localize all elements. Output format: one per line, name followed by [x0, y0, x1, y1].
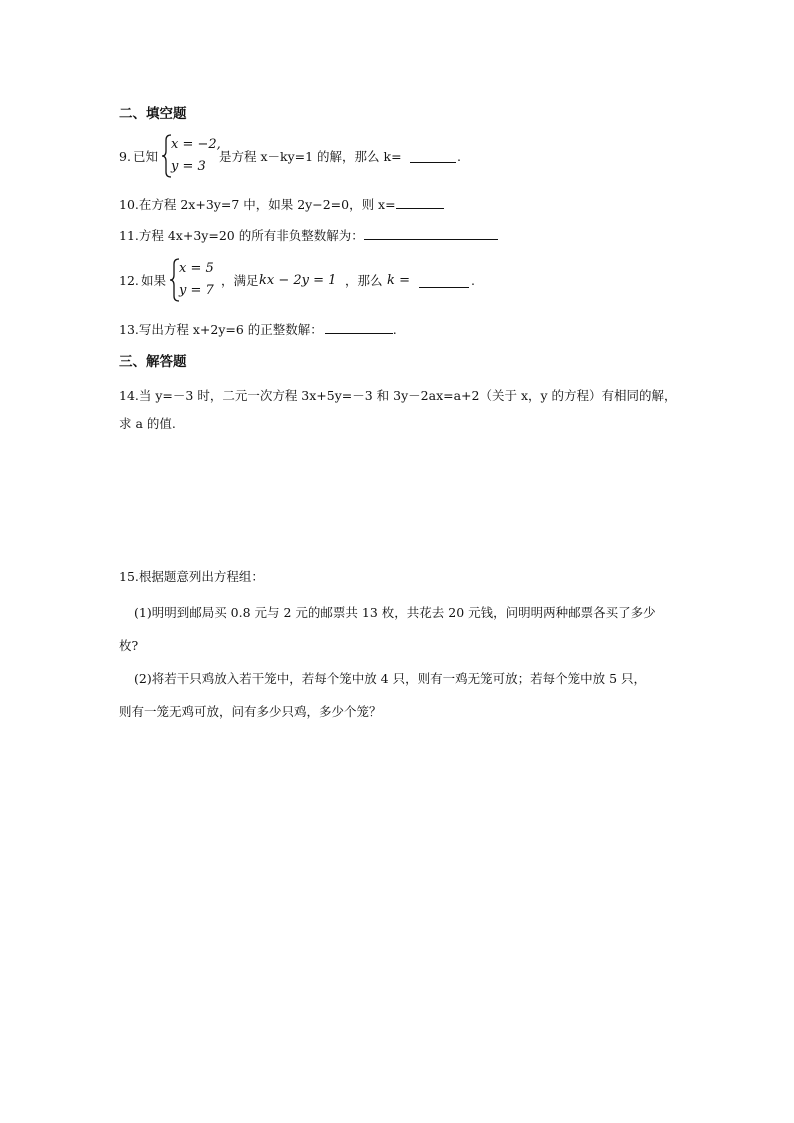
q12-equals: = — [395, 273, 415, 288]
q11-answer-blank[interactable] — [364, 227, 498, 240]
q10-answer-blank[interactable] — [396, 196, 444, 209]
section-heading-answer: 三、解答题 — [119, 354, 187, 370]
question-10 — [119, 196, 444, 214]
q9-answer-blank[interactable] — [410, 150, 456, 163]
q14-line-2: 求 a 的值. — [119, 416, 176, 431]
left-brace-icon — [161, 134, 173, 178]
q12-k: k — [387, 273, 395, 288]
q14-line-1: 14.当 y=－3 时，二元一次方程 3x+5y=－3 和 3y－2ax=a+2（关于 x，y 的方程）有相同的解， — [119, 388, 677, 403]
q15-p1-line-2: 枚? — [119, 638, 139, 653]
q9-prefix: 已知 — [133, 149, 159, 164]
q13-answer-blank[interactable] — [325, 321, 393, 334]
q12-system-line-2: y = 7 — [179, 283, 214, 298]
q12-text-b: ，那么 — [345, 273, 383, 288]
section-heading-fill-in: 二、填空题 — [119, 106, 187, 122]
question-15-part-1 — [134, 596, 656, 629]
question-13 — [119, 321, 397, 339]
q10-text: 10.在方程 2x+3y=7 中，如果 2y−2=0，则 x= — [119, 197, 396, 212]
q13-end: . — [392, 322, 397, 337]
question-14 — [119, 382, 677, 438]
q12-text-a: ，满足 — [221, 273, 259, 288]
q15-p2-line-2: 则有一笼无鸡可放，问有多少只鸡，多少个笼？ — [119, 704, 382, 719]
q11-text: 11.方程 4x+3y=20 的所有非负整数解为： — [119, 228, 364, 243]
q9-end: . — [457, 149, 461, 164]
left-brace-icon — [169, 258, 181, 302]
q15-p1-line-1: (1)明明到邮局买 0.8 元与 2 元的邮票共 13 枚，共花去 20 元钱，问明明两种邮票各买了多少 — [134, 605, 656, 620]
question-11 — [119, 227, 498, 245]
q12-number: 12. — [119, 273, 139, 288]
q12-system-line-1: x = 5 — [179, 261, 214, 276]
q9-system-line-1: x = −2, — [171, 137, 221, 152]
q12-equation: kx − 2y = 1 — [259, 273, 337, 288]
q9-text: 是方程 x－ky=1 的解，那么 k= — [219, 149, 402, 164]
question-15-part-1-cont — [119, 629, 138, 662]
q12-system — [169, 258, 214, 302]
q12-end: . — [471, 273, 475, 288]
q12-prefix: 如果 — [141, 273, 167, 288]
q12-answer-blank[interactable] — [419, 275, 469, 288]
q15-p2-line-1: (2)将若干只鸡放入若干笼中，若每个笼中放 4 只，则有一鸡无笼可放；若每个笼中放 5 只， — [134, 671, 647, 686]
question-15-part-2 — [134, 662, 646, 695]
q9-system — [161, 134, 221, 178]
q9-system-line-2: y = 3 — [171, 159, 206, 174]
q13-text: 13.写出方程 x+2y=6 的正整数解： — [119, 322, 323, 337]
q9-number: 9. — [119, 149, 131, 164]
question-15-intro: 15.根据题意列出方程组： — [119, 569, 264, 584]
question-15-part-2-cont — [119, 695, 382, 728]
